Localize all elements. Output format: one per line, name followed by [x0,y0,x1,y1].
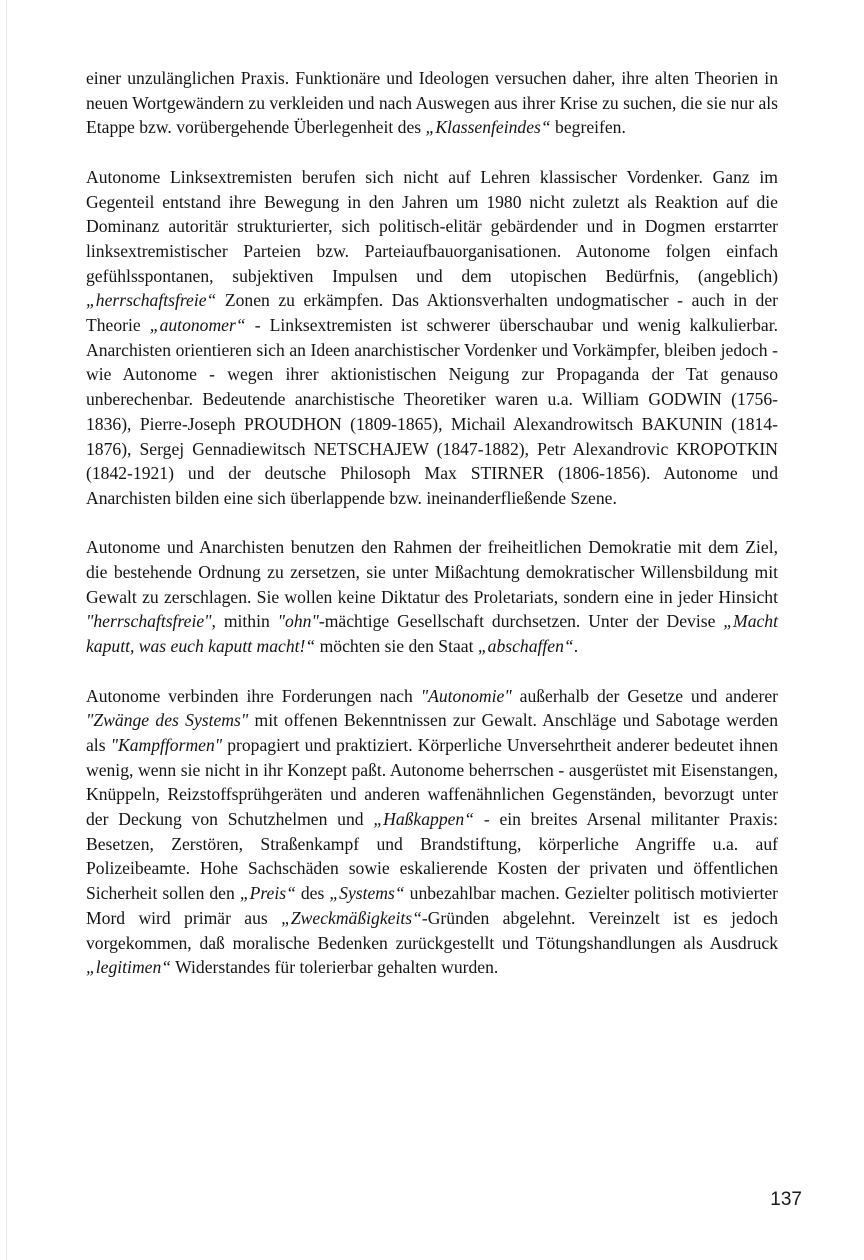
emphasized-term: „Macht kaputt, was euch kaputt macht!“ [86,611,778,657]
text-run: Zonen zu erkämpfen. Das Aktionsverhalten undogmatischer - auch in der Theorie [86,290,778,336]
text-run: Autonome verbinden ihre Forderungen nach [86,685,421,706]
text-run: außerhalb der Gesetze und anderer [511,685,778,706]
text-run: begreifen. [550,117,626,138]
emphasized-term: "herrschaftsfreie" [86,611,212,632]
text-run: - Linksextremisten ist schwerer überschaubar und wenig kalkulierbar. Anarchisten orientieren sich an Ideen anarchistischer Vordenker und Vorkämpfer, bleiben jedoch - wie Autonome - wegen ihrer aktionistischen Neigung zur Propaganda der Tat genauso unberechenbar. Bedeutende anarchistische Theoretiker waren u.a. William GODWIN (1756-1836), Pierre-Joseph PROUDHON (1809-1865), Michail Alexandrowitsch BAKUNIN (1814-1876), Sergej Gennadiewitsch NETSCHAJEW (1847-1882), Petr Alexandrovic KROPOTKIN (1842-1921) und der deutsche Philosoph Max STIRNER (1806-1856). Autonome und Anarchisten bilden eine sich überlappende bzw. ineinanderfließende Szene. [86,315,778,508]
emphasized-term: „Preis“ [239,883,296,904]
emphasized-term: „autonomer“ [149,315,246,336]
text-run: einer unzulänglichen Praxis. Funktionäre und Ideologen versuchen daher, ihre alten Theorien in neuen Wortgewändern zu verkleiden und nach Auswegen aus ihrer Krise zu suchen, die sie nur als Etappe bzw. vorübergehende Überlegenheit des [86,68,779,138]
emphasized-term: "Zwänge des Systems" [86,710,249,731]
text-run: , mithin [211,611,278,632]
text-run: . [573,636,579,657]
page-body [86,66,778,980]
text-run: -Gründen abgelehnt. Vereinzelt ist es jedoch vorgekommen, daß moralische Bedenken zurückgestellt und Tötungshandlungen als Ausdruck [86,907,778,953]
text-run: Widerstandes für tolerierbar gehalten wurden. [171,957,499,978]
emphasized-term: "ohn" [277,611,319,632]
text-run: möchten sie den Staat [315,636,478,657]
text-run: des [295,883,330,904]
text-run: mit offenen Bekenntnissen zur Gewalt. Anschläge und Sabotage werden als [86,710,779,755]
text-run: - ein breites Arsenal militanter Praxis: Besetzen, Zerstören, Straßenkampf und Brandstiftung, körperliche Angriffe u.a. auf Polizeibeamte. Hohe Sachschäden sowie eskalierende Kosten der privaten und öffentlichen Sicherheit sollen den [86,809,778,904]
page-number: 137 [770,1189,802,1210]
emphasized-term: "Autonomie" [420,685,512,706]
text-run: propagiert und praktiziert. Körperliche Unversehrtheit anderer bedeutet ihnen wenig, wenn sie nicht in ihr Konzept paßt. Autonome beherrschen - ausgerüstet mit Eisenstangen, Knüppeln, Reizstoffsprühgeräten und anderen waffenähnlichen Gegenständen, bevorzugt unter der Deckung von Schutzhelmen und [86,734,778,830]
emphasized-term: „Haßkappen“ [373,809,475,830]
emphasized-term: „Klassenfeindes“ [425,117,551,138]
paragraph-4 [86,684,778,980]
emphasized-term: „legitimen“ [86,957,172,978]
emphasized-term: „herrschaftsfreie“ [86,290,217,311]
page-edge [6,0,7,1260]
paragraph-2 [86,165,778,511]
emphasized-term: „abschaffen“ [477,636,574,657]
text-run: Autonome und Anarchisten benutzen den Rahmen der freiheitlichen Demokratie mit dem Ziel, die bestehende Ordnung zu zersetzen, sie unter Mißachtung demokratischer Willensbildung mit Gewalt zu zerschlagen. Sie wollen keine Diktatur des Proletariats, sondern eine in jeder Hinsicht [86,537,778,607]
text-run: unbezahlbar machen. Gezielter politisch motivierter Mord wird primär aus [86,883,779,928]
paragraph-1 [86,66,778,140]
text-run: -mächtige Gesellschaft durchsetzen. Unter der Devise [318,611,724,632]
emphasized-term: „Zweckmäßigkeits“ [281,907,422,928]
paragraph-3 [86,535,778,659]
emphasized-term: "Kampfformen" [110,734,223,755]
text-run: Autonome Linksextremisten berufen sich nicht auf Lehren klassischer Vordenker. Ganz im Gegenteil entstand ihre Bewegung in den Jahren um 1980 nicht zuletzt als Reaktion auf die Dominanz autoritär strukturierter, sich politisch-elitär gebärdender und in Dogmen erstarrter linksextremistischer Parteien bzw. Parteiaufbauorganisationen. Autonome folgen einfach gefühlsspontanen, subjektiven Impulsen und dem utopischen Bedürfnis, (angeblich) [86,166,778,286]
emphasized-term: „Systems“ [329,883,405,904]
